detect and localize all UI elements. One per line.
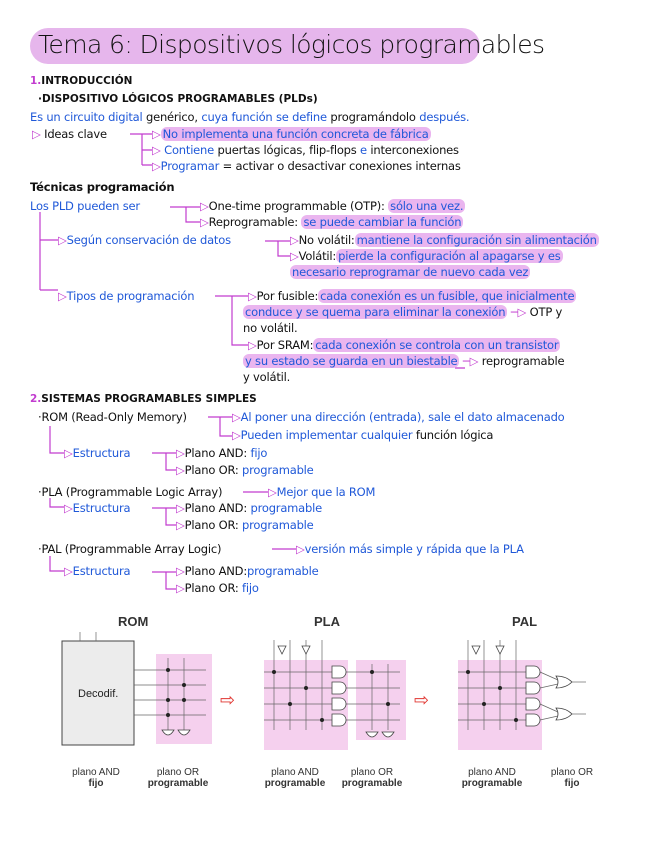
pal-and-value: programable — [247, 564, 319, 578]
ideas-label: Ideas clave — [44, 127, 107, 141]
decodif-label: Decodif. — [78, 688, 119, 700]
tecnicas-heading: Técnicas programación — [30, 180, 175, 194]
repro-b: se puede cambiar la función — [303, 215, 462, 229]
fus-c: conduce y se quema para eliminar la conexión — [245, 305, 506, 319]
pal-diagram-title: PAL — [512, 614, 538, 629]
idea-3a: Programar — [160, 159, 220, 173]
sram-c: y su estado se guarda en un biestable — [245, 354, 458, 368]
rom-plano-and: Plano AND: — [184, 446, 248, 460]
cap-rom-and-1: plano AND — [72, 767, 120, 778]
pla-plano-and: Plano AND: — [184, 501, 248, 515]
fus-b: cada conexión es un fusible, que inicialmente — [320, 289, 575, 303]
otp-a: One-time programmable (OTP): — [208, 199, 385, 213]
pal-desc: versión más simple y rápida que la PLA — [304, 542, 524, 556]
rom-and-value: fijo — [250, 446, 268, 460]
def-a: Es un circuito digital — [30, 110, 143, 124]
cap-pla-or-1: plano OR — [350, 767, 394, 778]
def-c: cuya función se define — [201, 110, 327, 124]
cap-pal-or-1: plano OR — [550, 767, 594, 778]
s2-heading: SISTEMAS PROGRAMABLES SIMPLES — [41, 393, 257, 405]
idea-2a: Contiene — [164, 143, 215, 157]
def-d: programándolo — [330, 110, 416, 124]
rom-label: ·ROM (Read-Only Memory) — [38, 410, 187, 424]
cap-rom-and-2: fijo — [88, 778, 104, 789]
svg-text:⇨: ⇨ — [414, 690, 430, 711]
idea-2b: puertas lógicas, flip-flops — [217, 143, 357, 157]
pal-label: ·PAL (Programmable Array Logic) — [38, 542, 222, 556]
fus-e: no volátil. — [243, 321, 298, 335]
vol-b: pierde la configuración al apagarse y es — [338, 249, 561, 263]
pal-estructura: Estructura — [72, 564, 131, 578]
sram-a: Por SRAM: — [256, 338, 314, 352]
pal-or-value: fijo — [242, 581, 259, 595]
pal-plano-and: Plano AND: — [184, 564, 248, 578]
rom-2a: Pueden implementar cualquier — [240, 428, 413, 442]
pla-estructura: Estructura — [72, 501, 131, 515]
cap-pla-and-2: programable — [264, 778, 326, 789]
tipos-label: Tipos de programación — [66, 289, 195, 303]
idea-3b: = activar o desactivar conexiones internas — [222, 159, 461, 173]
rom-estructura: Estructura — [72, 446, 131, 460]
rom-1a: Al poner una dirección (entrada), — [240, 410, 425, 424]
cap-pal-and-2: programable — [461, 778, 523, 789]
pla-and-value: programable — [250, 501, 322, 515]
rom-2b: función lógica — [415, 428, 494, 442]
cap-pla-and-1: plano AND — [271, 767, 319, 778]
pla-diagram — [264, 640, 406, 750]
def-e: después. — [419, 110, 470, 124]
fus-a: Por fusible: — [256, 289, 319, 303]
sram-b: cada conexión se controla con un transistor — [315, 338, 559, 352]
pld-pueden: Los PLD pueden ser — [30, 199, 140, 213]
pla-or-value: programable — [242, 518, 314, 532]
pal-diagram — [458, 640, 586, 750]
rom-plano-or: Plano OR: — [184, 463, 239, 477]
cap-pal-or-2: fijo — [564, 778, 580, 789]
sram-e: y volátil. — [243, 370, 291, 384]
cap-pal-and-1: plano AND — [468, 767, 516, 778]
s2-num: 2. — [30, 393, 42, 405]
pla-label: ·PLA (Programmable Logic Array) — [38, 485, 223, 499]
conserv-label: Según conservación de datos — [66, 233, 231, 247]
idea-2c: e — [360, 143, 367, 157]
novol-b: mantiene la configuración sin alimentación — [356, 233, 597, 247]
vol-a: Volátil: — [298, 249, 337, 263]
vol-c: necesario reprogramar de nuevo cada vez — [292, 265, 529, 279]
otp-b: sólo una vez. — [390, 199, 464, 213]
cap-rom-or-1: plano OR — [156, 767, 200, 778]
pal-plano-or: Plano OR: — [184, 581, 239, 595]
pla-diagram-title: PLA — [314, 614, 340, 629]
fus-d: OTP y — [529, 305, 563, 319]
cap-rom-or-2: programable — [147, 778, 209, 789]
page-title: Tema 6: Dispositivos lógicos programables — [38, 30, 545, 59]
pla-desc: Mejor que la ROM — [276, 485, 376, 499]
idea-1: No implementa una función concreta de fábrica — [162, 127, 429, 141]
s1-num: 1. — [30, 75, 42, 87]
rom-diagram-title: ROM — [118, 614, 149, 629]
repro-a: Reprogramable: — [208, 215, 298, 229]
rom-1b: sale el dato almacenado — [428, 410, 565, 424]
cap-pla-or-2: programable — [341, 778, 403, 789]
novol-a: No volátil: — [298, 233, 355, 247]
idea-2d: interconexiones — [370, 143, 459, 157]
pla-plano-or: Plano OR: — [184, 518, 239, 532]
svg-text:⇨: ⇨ — [220, 690, 236, 711]
def-b: genérico, — [145, 110, 198, 124]
pld-bullet: ·DISPOSITIVO LÓGICOS PROGRAMABLES (PLDs) — [38, 93, 318, 105]
rom-or-value: programable — [242, 463, 314, 477]
s1-heading: INTRODUCCIÓN — [41, 75, 133, 87]
sram-d: reprogramable — [481, 354, 565, 368]
